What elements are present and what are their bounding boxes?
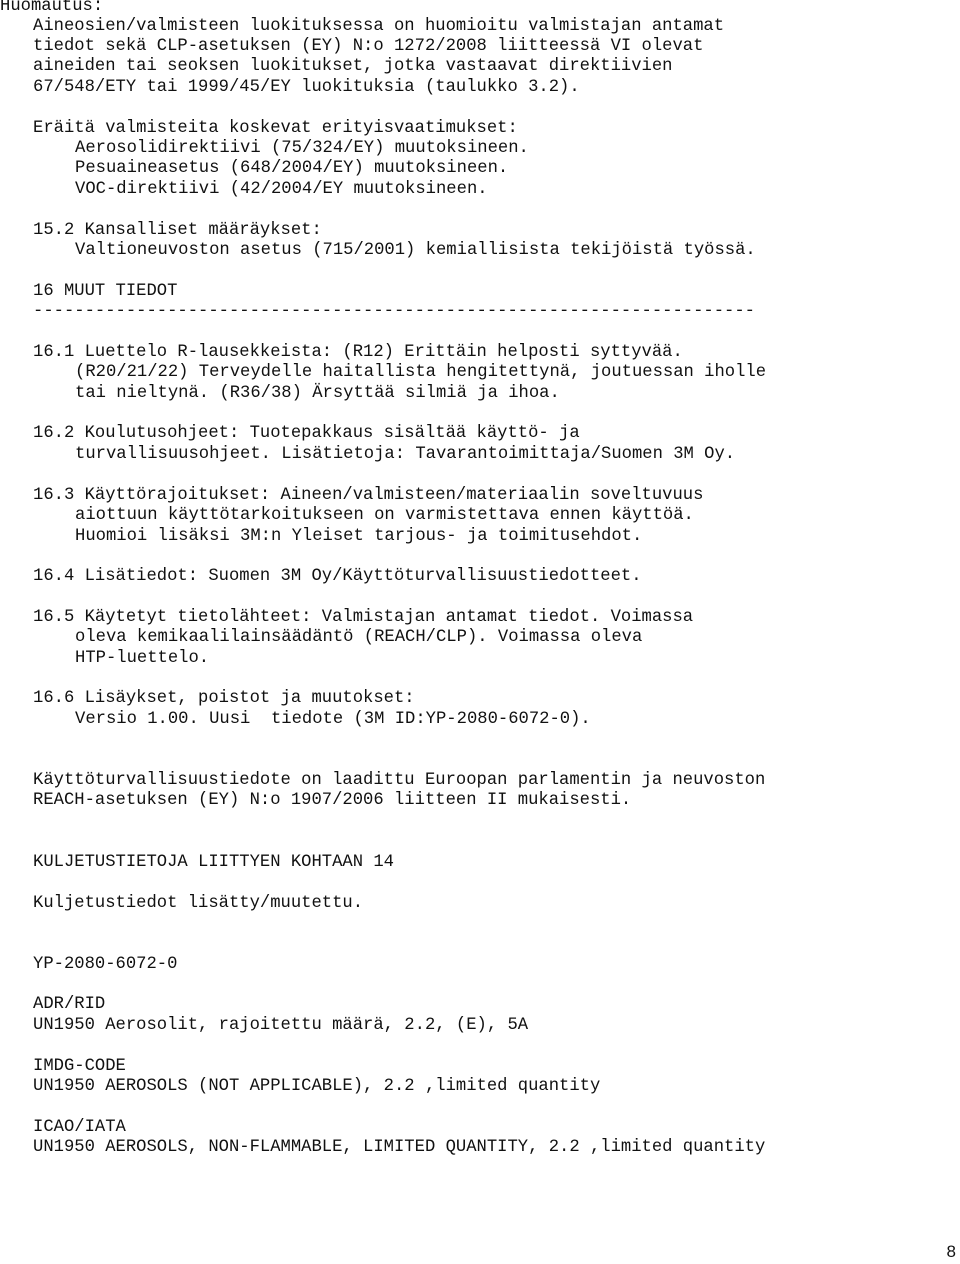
reach-statement-line: Käyttöturvallisuustiedote on laadittu Euroopan parlamentin ja neuvoston bbox=[33, 771, 766, 790]
transport-mode: IMDG-CODE bbox=[33, 1057, 126, 1076]
subsection-16-1-line: (R20/21/22) Terveydelle haitallista hengitettynä, joutuessan iholle bbox=[75, 363, 767, 382]
subsection-16-2-line: 16.2 Koulutusohjeet: Tuotepakkaus sisältää käyttö- ja bbox=[33, 424, 580, 443]
subsection-16-1-line: tai nieltynä. (R36/38) Ärsyttää silmiä ja ihoa. bbox=[75, 384, 560, 403]
transport-mode: ICAO/IATA bbox=[33, 1118, 126, 1137]
transport-value: UN1950 AEROSOLS (NOT APPLICABLE), 2.2 ,limited quantity bbox=[33, 1077, 601, 1096]
transport-note: Kuljetustiedot lisätty/muutettu. bbox=[33, 894, 364, 913]
note-heading: Huomautus: bbox=[0, 0, 104, 16]
note-line: Aineosien/valmisteen luokituksessa on huomioitu valmistajan antamat bbox=[33, 17, 725, 36]
note-line: aineiden tai seoksen luokitukset, jotka vastaavat direktiivien bbox=[33, 57, 673, 76]
special-requirement-item: Pesuaineasetus (648/2004/EY) muutoksineen. bbox=[75, 159, 509, 178]
transport-value: UN1950 AEROSOLS, NON-FLAMMABLE, LIMITED QUANTITY, 2.2 ,limited quantity bbox=[33, 1138, 766, 1157]
subsection-16-5-line: HTP-luettelo. bbox=[75, 649, 210, 668]
transport-value: UN1950 Aerosolit, rajoitettu määrä, 2.2, (E), 5A bbox=[33, 1016, 529, 1035]
subsection-16-6-line: 16.6 Lisäykset, poistot ja muutokset: bbox=[33, 689, 415, 708]
subsection-16-1-line: 16.1 Luettelo R-lausekkeista: (R12) Erittäin helposti syttyvää. bbox=[33, 343, 683, 362]
reach-statement-line: REACH-asetuksen (EY) N:o 1907/2006 liitteen II mukaisesti. bbox=[33, 791, 632, 810]
section-15-2-title: 15.2 Kansalliset määräykset: bbox=[33, 221, 322, 240]
special-requirement-item: Aerosolidirektiivi (75/324/EY) muutoksineen. bbox=[75, 139, 529, 158]
subsection-16-5-line: 16.5 Käytetyt tietolähteet: Valmistajan antamat tiedot. Voimassa bbox=[33, 608, 694, 627]
page-number: 8 bbox=[946, 1242, 956, 1261]
subsection-16-2-line: turvallisuusohjeet. Lisätietoja: Tavarantoimittaja/Suomen 3M Oy. bbox=[75, 445, 736, 464]
section-16-title: 16 MUUT TIEDOT bbox=[33, 282, 178, 301]
subsection-16-3-line: 16.3 Käyttörajoitukset: Aineen/valmisteen/materiaalin soveltuvuus bbox=[33, 486, 704, 505]
section-15-2-text: Valtioneuvoston asetus (715/2001) kemiallisista tekijöistä työssä. bbox=[75, 241, 756, 260]
transport-heading: KULJETUSTIETOJA LIITTYEN KOHTAAN 14 bbox=[33, 853, 394, 872]
note-line: tiedot sekä CLP-asetuksen (EY) N:o 1272/2008 liitteessä VI olevat bbox=[33, 37, 704, 56]
product-id: YP-2080-6072-0 bbox=[33, 955, 178, 974]
subsection-16-5-line: oleva kemikaalilainsäädäntö (REACH/CLP). Voimassa oleva bbox=[75, 628, 643, 647]
section-separator: ---------------------------------------------------------------------- bbox=[33, 302, 755, 321]
subsection-16-3-line: Huomioi lisäksi 3M:n Yleiset tarjous- ja toimitusehdot. bbox=[75, 527, 643, 546]
transport-mode: ADR/RID bbox=[33, 995, 106, 1014]
subsection-16-4-line: 16.4 Lisätiedot: Suomen 3M Oy/Käyttöturvallisuustiedotteet. bbox=[33, 567, 642, 586]
special-requirements-title: Eräitä valmisteita koskevat erityisvaatimukset: bbox=[33, 119, 518, 138]
subsection-16-3-line: aiottuun käyttötarkoitukseen on varmistettava ennen käyttöä. bbox=[75, 506, 694, 525]
note-line: 67/548/ETY tai 1999/45/EY luokituksia (taulukko 3.2). bbox=[33, 78, 580, 97]
subsection-16-6-line: Versio 1.00. Uusi tiedote (3M ID:YP-2080-6072-0). bbox=[75, 710, 591, 729]
special-requirement-item: VOC-direktiivi (42/2004/EY muutoksineen. bbox=[75, 180, 488, 199]
